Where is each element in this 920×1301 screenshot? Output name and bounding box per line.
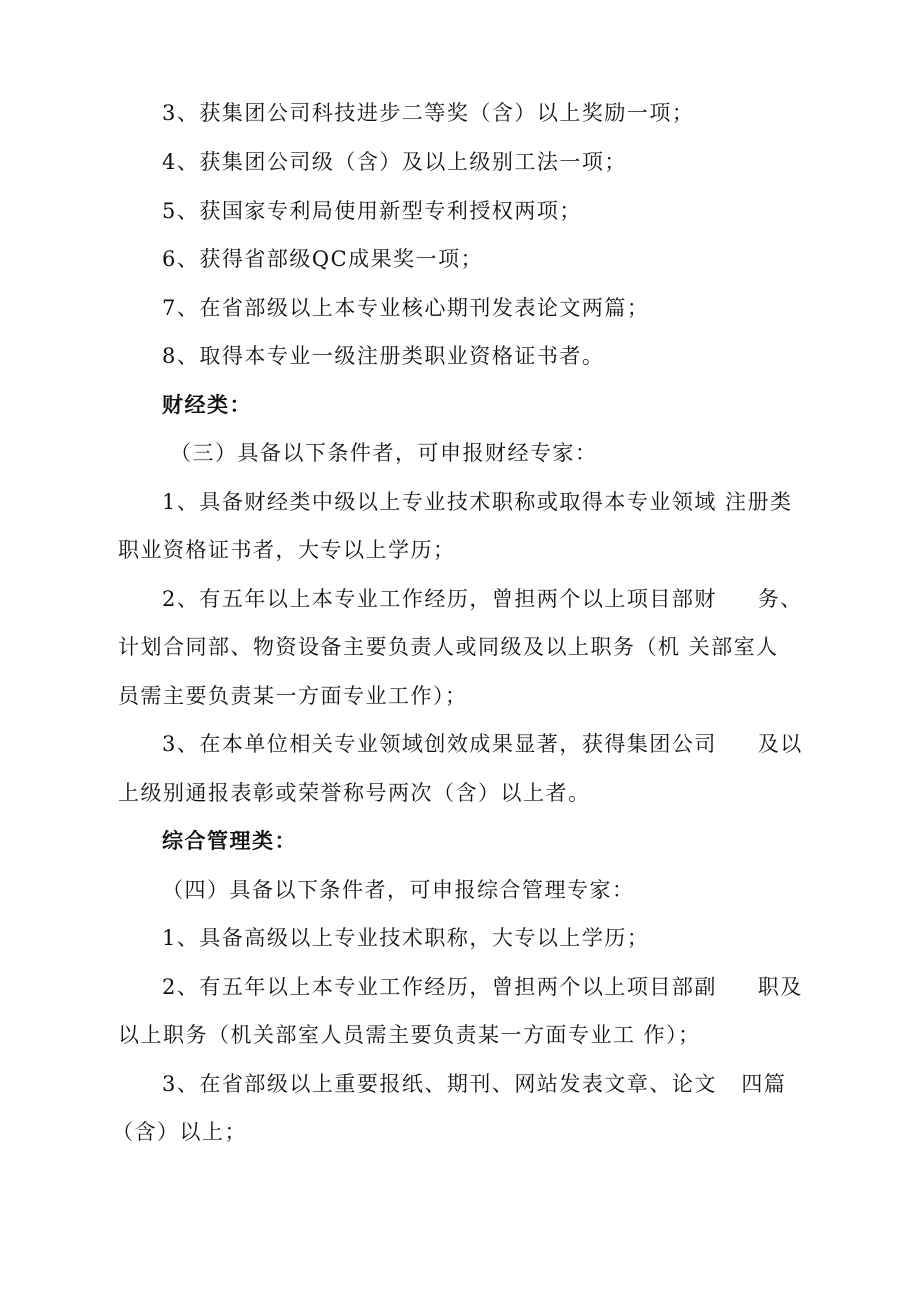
section-heading-general-management: 综合管理类： [162, 829, 297, 853]
finance-item-1-line-2: 职业资格证书者，大专以上学历； [118, 538, 456, 562]
management-item-3-line-2: （含）以上； [112, 1120, 247, 1144]
finance-item-3-line-1: 3、在本单位相关专业领域创效成果显著，获得集团公司 及以 [162, 732, 803, 756]
management-intro: （四）具备以下条件者，可申报综合管理专家： [162, 878, 635, 902]
finance-item-2-line-1: 2、有五年以上本专业工作经历，曾担两个以上项目部财 务、 [162, 587, 803, 611]
item-8-line: 8、取得本专业一级注册类职业资格证书者。 [162, 344, 605, 368]
management-item-3-line-1: 3、在省部级以上重要报纸、期刊、网站发表文章、论文 四篇 [162, 1072, 787, 1096]
item-6-line: 6、获得省部级QC成果奖一项； [162, 247, 484, 271]
item-5-line: 5、获国家专利局使用新型专利授权两项； [162, 199, 582, 223]
section-heading-finance: 财经类： [162, 393, 252, 417]
item-4-line: 4、获集团公司级（含）及以上级别工法一项； [162, 150, 627, 174]
item-3-line: 3、获集团公司科技进步二等奖（含）以上奖励一项； [162, 101, 695, 125]
item-7-line: 7、在省部级以上本专业核心期刊发表论文两篇； [162, 296, 650, 320]
finance-item-3-line-2: 上级别通报表彰或荣誉称号两次（含）以上者。 [118, 781, 591, 805]
management-item-2-line-1: 2、有五年以上本专业工作经历，曾担两个以上项目部副 职及 [162, 975, 803, 999]
finance-item-1-line-1: 1、具备财经类中级以上专业技术职称或取得本专业领域 注册类 [162, 490, 793, 514]
finance-item-2-line-3: 员需主要负责某一方面专业工作）； [118, 684, 468, 708]
management-item-2-line-2: 以上职务（机关部室人员需主要负责某一方面专业工 作）； [118, 1023, 701, 1047]
finance-item-2-line-2: 计划合同部、物资设备主要负责人或同级及以上职务（机 关部室人 [118, 635, 779, 659]
finance-intro: （三）具备以下条件者，可申报财经专家： [170, 441, 598, 465]
management-item-1: 1、具备高级以上专业技术职称，大专以上学历； [162, 926, 650, 950]
